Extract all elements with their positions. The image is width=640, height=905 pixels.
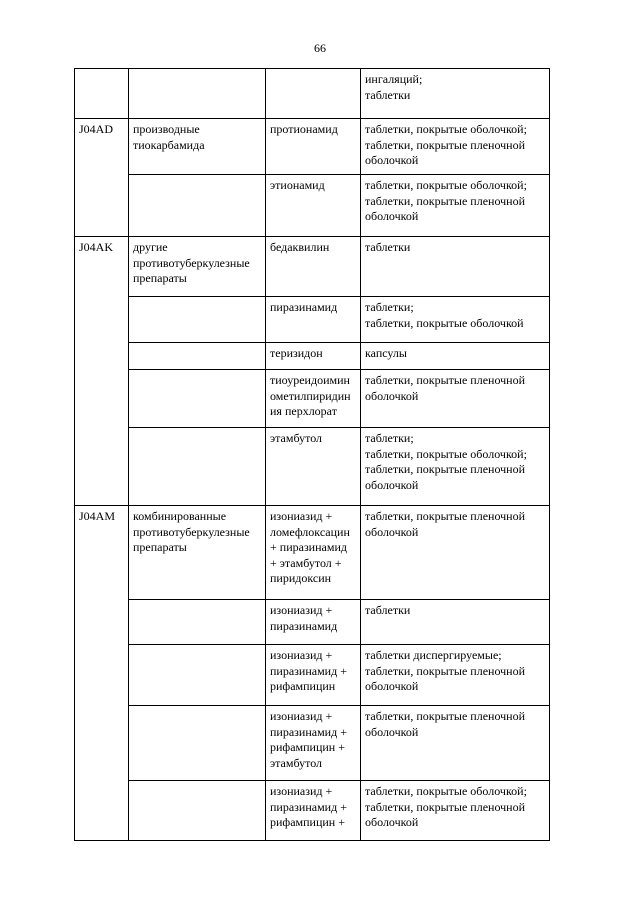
drug-name-cell-line: рифампицин +: [270, 740, 345, 754]
dosage-form-cell: [361, 645, 550, 706]
drug-name-cell-line: пиразинамид: [270, 300, 338, 314]
dosage-form-cell-line: таблетки, покрытые оболочкой;: [365, 178, 527, 192]
dosage-form-cell-line: оболочкой: [365, 724, 419, 739]
drug-name-cell-line: ометилпиридин: [270, 388, 351, 403]
table-row: [75, 343, 550, 370]
drug-name-cell-line: изониазид +: [270, 509, 333, 523]
table-row: [75, 370, 550, 428]
dosage-form-cell: [361, 428, 550, 506]
group-name-cell-line: комбинированные: [133, 509, 227, 523]
table-row: [75, 506, 550, 600]
group-name-cell: [129, 237, 266, 297]
dosage-form-cell-line: таблетки, покрытые пленочной: [365, 509, 526, 523]
atc-code: J04AM: [79, 509, 116, 523]
drug-name-cell-line: тиоуреидоимин: [270, 373, 350, 387]
dosage-form-cell-line: оболочкой: [365, 477, 419, 492]
drug-name-cell: [266, 645, 361, 706]
dosage-form-cell-line: оболочкой: [365, 524, 419, 539]
group-name-cell-line: препараты: [133, 271, 187, 285]
dosage-form-cell: [361, 237, 550, 297]
drug-name-cell-line: ломефлоксацин: [270, 524, 350, 539]
page-number: 66: [314, 41, 326, 55]
group-name-cell: [129, 370, 266, 428]
drug-name-cell-line: пиразинамид +: [270, 663, 347, 678]
drug-name-cell-line: этамбутол: [270, 431, 323, 445]
drug-name-cell: [266, 175, 361, 237]
dosage-form-cell-line: оболочкой: [365, 815, 419, 829]
drug-name-cell-line: изониазид +: [270, 784, 333, 798]
dosage-form-cell-line: таблетки, покрытые оболочкой: [365, 315, 524, 330]
dosage-form-cell-line: таблетки: [365, 87, 411, 102]
dosage-form-cell-line: таблетки, покрытые пленочной: [365, 709, 526, 723]
group-name-cell: [129, 781, 266, 841]
drug-name-cell-line: протионамид: [270, 122, 338, 136]
drug-name-cell: [266, 343, 361, 370]
dosage-form-cell-line: таблетки: [365, 603, 411, 617]
atc-code: J04AD: [79, 122, 114, 136]
dosage-form-cell: [361, 600, 550, 645]
dosage-form-cell-line: таблетки, покрытые пленочной: [365, 462, 526, 476]
dosage-form-cell-line: таблетки, покрытые оболочкой;: [365, 446, 527, 461]
group-name-cell-line: производные: [133, 122, 200, 136]
dosage-form-cell: [361, 69, 550, 119]
dosage-form-cell: [361, 506, 550, 600]
atc-code-cell: [75, 69, 129, 119]
group-name-cell: [129, 706, 266, 781]
dosage-form-cell: [361, 781, 550, 841]
drug-name-cell-line: этамбутол: [270, 755, 323, 770]
dosage-form-cell-line: таблетки диспергируемые;: [365, 648, 502, 662]
group-name-cell: [129, 175, 266, 237]
table-row: [75, 175, 550, 237]
drug-name-cell: [266, 506, 361, 600]
dosage-form-cell-line: таблетки;: [365, 431, 414, 445]
dosage-form-cell-line: таблетки: [365, 240, 411, 254]
atc-code: J04AK: [79, 240, 114, 254]
group-name-cell: [129, 428, 266, 506]
drug-name-cell-line: пиразинамид: [270, 618, 338, 633]
drug-name-cell-line: рифампицин +: [270, 815, 345, 829]
table-row: [75, 69, 550, 119]
drug-name-cell-line: + этамбутол +: [270, 555, 342, 570]
drug-name-cell: [266, 781, 361, 841]
group-name-cell: [129, 297, 266, 343]
dosage-form-cell-line: таблетки, покрытые пленочной: [365, 799, 526, 814]
drug-name-cell-line: пиразинамид +: [270, 799, 347, 814]
drug-name-cell-line: + пиразинамид: [270, 540, 347, 554]
table-row: [75, 297, 550, 343]
table-row: [75, 781, 550, 841]
dosage-form-cell-line: таблетки, покрытые пленочной: [365, 193, 526, 208]
group-name-cell: [129, 119, 266, 175]
group-name-cell: [129, 343, 266, 370]
group-name-cell: [129, 600, 266, 645]
drug-name-cell: [266, 297, 361, 343]
group-name-cell-line: противотуберкулезные: [133, 524, 250, 539]
dosage-form-cell-line: оболочкой: [365, 388, 419, 403]
drug-name-cell: [266, 428, 361, 506]
drug-name-cell: [266, 600, 361, 645]
table-row: [75, 428, 550, 506]
drug-name-cell: [266, 69, 361, 119]
dosage-form-cell-line: таблетки;: [365, 300, 414, 314]
atc-code-cell: [75, 237, 129, 506]
drug-name-cell-line: бедаквилин: [270, 240, 330, 254]
dosage-form-cell-line: оболочкой: [365, 153, 419, 167]
dosage-form-cell: [361, 370, 550, 428]
drug-name-cell-line: пиридоксин: [270, 571, 332, 585]
dosage-form-cell-line: таблетки, покрытые оболочкой;: [365, 784, 527, 798]
atc-code-cell: [75, 119, 129, 237]
group-name-cell-line: препараты: [133, 540, 187, 554]
drug-name-cell-line: этионамид: [270, 178, 325, 192]
dosage-form-cell: [361, 119, 550, 175]
drug-name-cell-line: изониазид +: [270, 648, 333, 662]
dosage-form-cell-line: оболочкой: [365, 679, 419, 693]
group-name-cell-line: другие: [133, 240, 168, 254]
drug-name-cell-line: рифампицин: [270, 679, 336, 693]
dosage-form-cell-line: таблетки, покрытые пленочной: [365, 373, 526, 387]
drug-name-cell-line: ия перхлорат: [270, 404, 337, 418]
dosage-form-cell-line: капсулы: [365, 346, 407, 360]
dosage-form-cell: [361, 706, 550, 781]
drug-name-cell-line: пиразинамид +: [270, 724, 347, 739]
dosage-form-cell: [361, 175, 550, 237]
atc-code-cell: [75, 506, 129, 841]
table-row: [75, 600, 550, 645]
drug-name-cell: [266, 119, 361, 175]
group-name-cell: [129, 506, 266, 600]
table-row: [75, 119, 550, 175]
dosage-form-cell: [361, 297, 550, 343]
drug-name-cell: [266, 370, 361, 428]
table-row: [75, 237, 550, 297]
dosage-form-cell-line: таблетки, покрытые пленочной: [365, 663, 526, 678]
table-row: [75, 645, 550, 706]
group-name-cell: [129, 645, 266, 706]
dosage-form-cell-line: оболочкой: [365, 209, 419, 223]
drug-name-cell: [266, 706, 361, 781]
drug-name-cell: [266, 237, 361, 297]
drug-name-cell-line: изониазид +: [270, 603, 333, 617]
drug-name-cell-line: теризидон: [270, 346, 323, 360]
group-name-cell-line: противотуберкулезные: [133, 255, 250, 270]
drug-table: [74, 68, 550, 841]
dosage-form-cell-line: таблетки, покрытые пленочной: [365, 137, 526, 152]
drug-name-cell-line: изониазид +: [270, 709, 333, 723]
dosage-form-cell-line: таблетки, покрытые оболочкой;: [365, 122, 527, 136]
group-name-cell-line: тиокарбамида: [133, 137, 205, 152]
dosage-form-cell-line: ингаляций;: [365, 72, 423, 86]
dosage-form-cell: [361, 343, 550, 370]
group-name-cell: [129, 69, 266, 119]
table-row: [75, 706, 550, 781]
